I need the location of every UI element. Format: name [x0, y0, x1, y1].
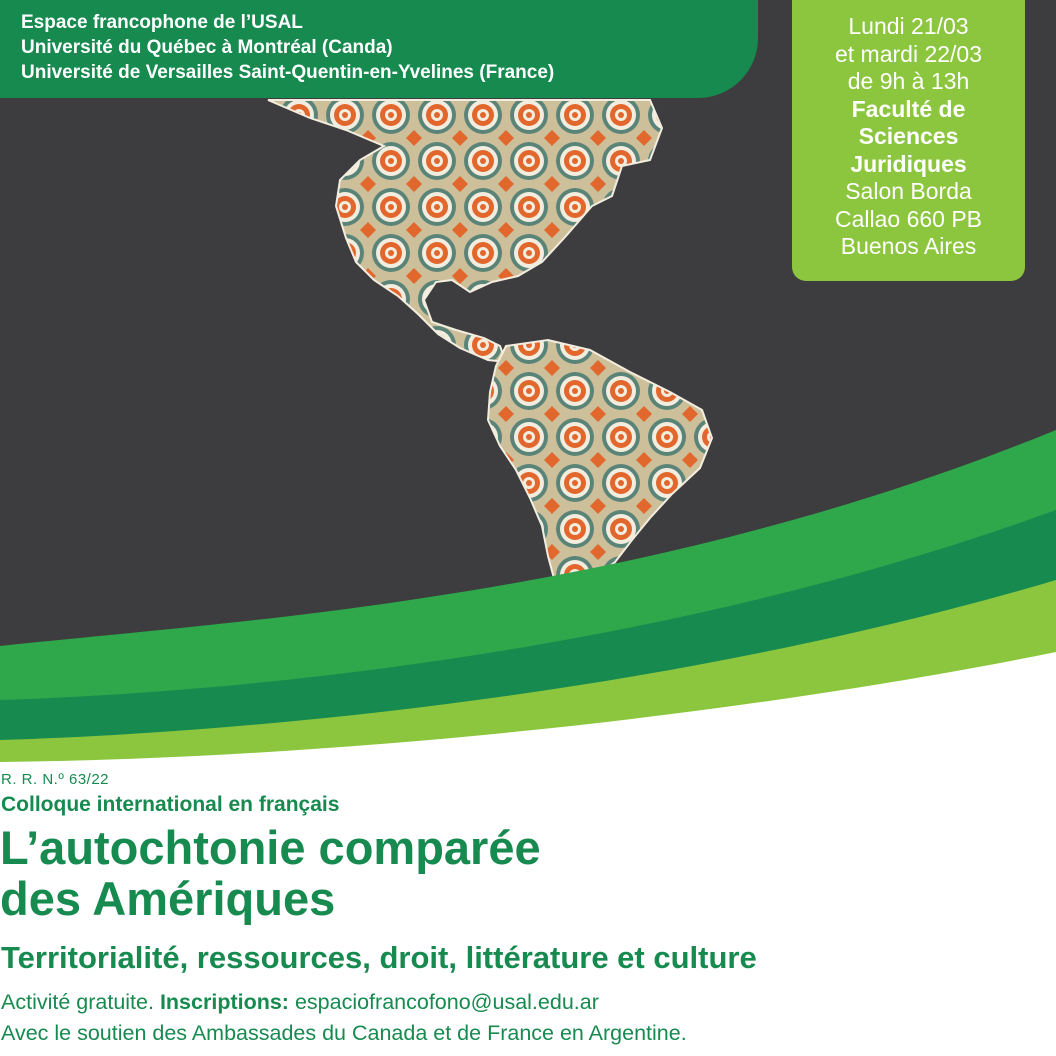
venue-line-3: Juridiques	[850, 150, 967, 177]
header-line-3: Université de Versailles Saint-Quentin-en-Yvelines (France)	[21, 62, 555, 83]
date-line-1: Lundi 21/03	[848, 13, 969, 39]
header-line-1: Espace francophone de l’USAL	[21, 12, 303, 33]
support-line: Avec le soutien des Ambassades du Canada et de France en Argentine.	[1, 1021, 687, 1045]
title-line-2: des Amériques	[0, 872, 336, 925]
event-info-box	[792, 0, 1025, 281]
reference-number: R. R. N.º 63/22	[1, 771, 110, 788]
header-line-2: Université du Québec à Montréal (Canda)	[21, 37, 393, 58]
registration-email[interactable]: espaciofrancofono@usal.edu.ar	[294, 990, 599, 1014]
subtitle: Territorialité, ressources, droit, littérature et culture	[1, 940, 757, 975]
registration-label: Inscriptions:	[159, 990, 289, 1014]
event-type: Colloque international en français	[1, 793, 340, 816]
title-line-1: L’autochtonie comparée	[0, 821, 541, 874]
page-title	[0, 822, 541, 924]
street-address: Callao 660 PB	[834, 205, 983, 232]
venue-line-1: Faculté de	[851, 95, 966, 122]
header-banner	[0, 0, 758, 98]
room-name: Salon Borda	[845, 178, 972, 204]
time-range: de 9h à 13h	[847, 68, 970, 94]
activity-text: Activité gratuite.	[1, 990, 154, 1014]
registration-line	[1, 990, 599, 1015]
city-name: Buenos Aires	[840, 233, 977, 259]
venue-line-2: Sciences	[858, 123, 959, 149]
date-line-2: et mardi 22/03	[834, 40, 983, 67]
